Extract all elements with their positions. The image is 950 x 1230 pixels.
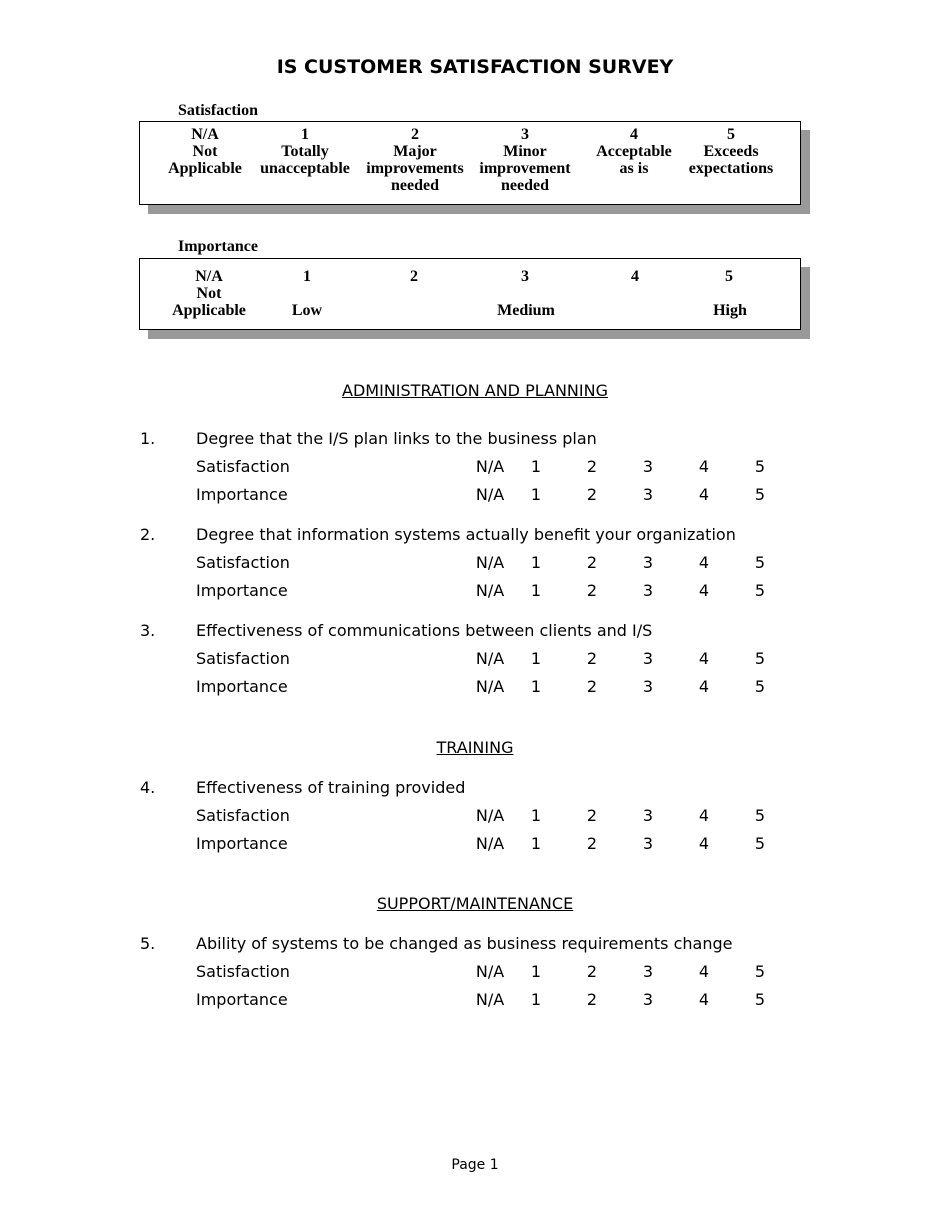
- row-label: Satisfaction: [196, 962, 290, 981]
- satisfaction-row: [0, 806, 950, 826]
- sat-legend-col-na: [155, 126, 255, 177]
- sat-legend-col-3: [475, 126, 575, 194]
- sat-legend-value: 1: [301, 126, 309, 143]
- question-number: 2.: [140, 525, 156, 544]
- sat-legend-col-2: [365, 126, 465, 194]
- option-na[interactable]: N/A: [475, 485, 505, 504]
- sat-legend-desc: unacceptable: [260, 160, 350, 177]
- option-1[interactable]: 1: [530, 962, 542, 981]
- question-text: Degree that the I/S plan links to the business plan: [196, 429, 597, 448]
- importance-row: [0, 677, 950, 697]
- importance-row: [0, 990, 950, 1010]
- option-4[interactable]: 4: [698, 581, 710, 600]
- sat-legend-desc: Acceptable: [596, 143, 672, 160]
- imp-legend-col-na: [159, 268, 259, 319]
- option-4[interactable]: 4: [698, 649, 710, 668]
- option-1[interactable]: 1: [530, 581, 542, 600]
- option-1[interactable]: 1: [530, 990, 542, 1009]
- question-text: Ability of systems to be changed as business requirements change: [196, 934, 733, 953]
- imp-legend-value: 5: [725, 268, 733, 285]
- satisfaction-row: [0, 962, 950, 982]
- question-number: 4.: [140, 778, 156, 797]
- importance-row: [0, 581, 950, 601]
- option-3[interactable]: 3: [642, 806, 654, 825]
- sat-legend-desc: Not: [192, 143, 218, 160]
- sat-legend-desc: as is: [619, 160, 649, 177]
- option-2[interactable]: 2: [586, 649, 598, 668]
- option-5[interactable]: 5: [754, 553, 766, 572]
- row-label: Importance: [196, 485, 288, 504]
- option-5[interactable]: 5: [754, 581, 766, 600]
- option-3[interactable]: 3: [642, 649, 654, 668]
- option-4[interactable]: 4: [698, 485, 710, 504]
- option-na[interactable]: N/A: [475, 581, 505, 600]
- option-4[interactable]: 4: [698, 553, 710, 572]
- option-3[interactable]: 3: [642, 990, 654, 1009]
- imp-legend-desc: Not: [196, 285, 222, 302]
- section-heading: [0, 894, 950, 913]
- question-number: 3.: [140, 621, 156, 640]
- option-2[interactable]: 2: [586, 553, 598, 572]
- option-na[interactable]: N/A: [475, 649, 505, 668]
- row-label: Satisfaction: [196, 649, 290, 668]
- option-4[interactable]: 4: [698, 677, 710, 696]
- option-5[interactable]: 5: [754, 962, 766, 981]
- sat-legend-desc: improvement: [479, 160, 571, 177]
- importance-row: [0, 485, 950, 505]
- question-text: Effectiveness of training provided: [196, 778, 466, 797]
- section-heading-text: ADMINISTRATION AND PLANNING: [342, 381, 608, 400]
- satisfaction-legend-box: [139, 121, 801, 205]
- imp-legend-medium: Medium: [497, 302, 555, 319]
- option-4[interactable]: 4: [698, 834, 710, 853]
- sat-legend-value: 5: [727, 126, 735, 143]
- option-3[interactable]: 3: [642, 677, 654, 696]
- sat-legend-desc: Exceeds: [703, 143, 759, 160]
- option-5[interactable]: 5: [754, 834, 766, 853]
- sat-legend-col-4: [584, 126, 684, 177]
- imp-legend-value: 2: [410, 268, 418, 285]
- imp-legend-value: N/A: [195, 268, 223, 285]
- sat-legend-desc: expectations: [688, 160, 774, 177]
- sat-legend-col-5: [681, 126, 781, 177]
- satisfaction-row: [0, 649, 950, 669]
- option-na[interactable]: N/A: [475, 806, 505, 825]
- question-number: 5.: [140, 934, 156, 953]
- importance-legend-box: [139, 258, 801, 330]
- option-5[interactable]: 5: [754, 457, 766, 476]
- option-3[interactable]: 3: [642, 457, 654, 476]
- option-2[interactable]: 2: [586, 962, 598, 981]
- importance-row: [0, 834, 950, 854]
- survey-title: IS CUSTOMER SATISFACTION SURVEY: [276, 56, 674, 78]
- option-4[interactable]: 4: [698, 990, 710, 1009]
- sat-legend-value: N/A: [191, 126, 219, 143]
- sat-legend-desc: Major: [393, 143, 437, 160]
- question-text: Degree that information systems actually benefit your organization: [196, 525, 736, 544]
- sat-legend-desc: Applicable: [168, 160, 242, 177]
- option-na[interactable]: N/A: [475, 457, 505, 476]
- option-2[interactable]: 2: [586, 834, 598, 853]
- imp-legend-desc: Applicable: [172, 302, 246, 319]
- option-1[interactable]: 1: [530, 677, 542, 696]
- sat-legend-desc: improvements: [366, 160, 464, 177]
- option-2[interactable]: 2: [586, 581, 598, 600]
- option-4[interactable]: 4: [698, 457, 710, 476]
- sat-legend-value: 4: [630, 126, 638, 143]
- satisfaction-row: [0, 457, 950, 477]
- option-2[interactable]: 2: [586, 457, 598, 476]
- row-label: Importance: [196, 581, 288, 600]
- option-5[interactable]: 5: [754, 649, 766, 668]
- option-1[interactable]: 1: [530, 834, 542, 853]
- sat-legend-value: 2: [411, 126, 419, 143]
- imp-legend-value: 3: [521, 268, 529, 285]
- option-5[interactable]: 5: [754, 990, 766, 1009]
- satisfaction-legend-label: Satisfaction: [178, 102, 258, 119]
- option-na[interactable]: N/A: [475, 962, 505, 981]
- option-na[interactable]: N/A: [475, 990, 505, 1009]
- option-2[interactable]: 2: [586, 485, 598, 504]
- section-heading: [0, 738, 950, 757]
- row-label: Satisfaction: [196, 806, 290, 825]
- sat-legend-desc: Minor: [503, 143, 547, 160]
- sat-legend-desc: needed: [391, 177, 439, 194]
- option-3[interactable]: 3: [642, 553, 654, 572]
- option-3[interactable]: 3: [642, 834, 654, 853]
- row-label: Importance: [196, 677, 288, 696]
- option-5[interactable]: 5: [754, 677, 766, 696]
- option-2[interactable]: 2: [586, 677, 598, 696]
- importance-legend-label: Importance: [178, 238, 258, 255]
- imp-legend-low: Low: [291, 302, 323, 319]
- option-1[interactable]: 1: [530, 457, 542, 476]
- option-2[interactable]: 2: [586, 806, 598, 825]
- option-3[interactable]: 3: [642, 485, 654, 504]
- row-label: Satisfaction: [196, 553, 290, 572]
- imp-legend-value: 4: [631, 268, 639, 285]
- question-number: 1.: [140, 429, 156, 448]
- sat-legend-col-1: [255, 126, 355, 177]
- imp-legend-value: 1: [303, 268, 311, 285]
- section-heading-text: SUPPORT/MAINTENANCE: [376, 894, 574, 913]
- page-number: Page 1: [451, 1157, 499, 1173]
- section-heading-text: TRAINING: [436, 738, 514, 757]
- sat-legend-desc: Totally: [281, 143, 329, 160]
- option-3[interactable]: 3: [642, 581, 654, 600]
- satisfaction-row: [0, 553, 950, 573]
- row-label: Importance: [196, 990, 288, 1009]
- section-heading: [0, 381, 950, 400]
- question-text: Effectiveness of communications between clients and I/S: [196, 621, 653, 640]
- option-5[interactable]: 5: [754, 806, 766, 825]
- sat-legend-value: 3: [521, 126, 529, 143]
- option-2[interactable]: 2: [586, 990, 598, 1009]
- option-1[interactable]: 1: [530, 806, 542, 825]
- option-5[interactable]: 5: [754, 485, 766, 504]
- option-na[interactable]: N/A: [475, 553, 505, 572]
- option-na[interactable]: N/A: [475, 834, 505, 853]
- option-3[interactable]: 3: [642, 962, 654, 981]
- option-na[interactable]: N/A: [475, 677, 505, 696]
- sat-legend-desc: needed: [501, 177, 549, 194]
- option-1[interactable]: 1: [530, 553, 542, 572]
- option-4[interactable]: 4: [698, 806, 710, 825]
- row-label: Importance: [196, 834, 288, 853]
- imp-legend-high: High: [713, 302, 747, 319]
- row-label: Satisfaction: [196, 457, 290, 476]
- option-1[interactable]: 1: [530, 649, 542, 668]
- option-4[interactable]: 4: [698, 962, 710, 981]
- option-1[interactable]: 1: [530, 485, 542, 504]
